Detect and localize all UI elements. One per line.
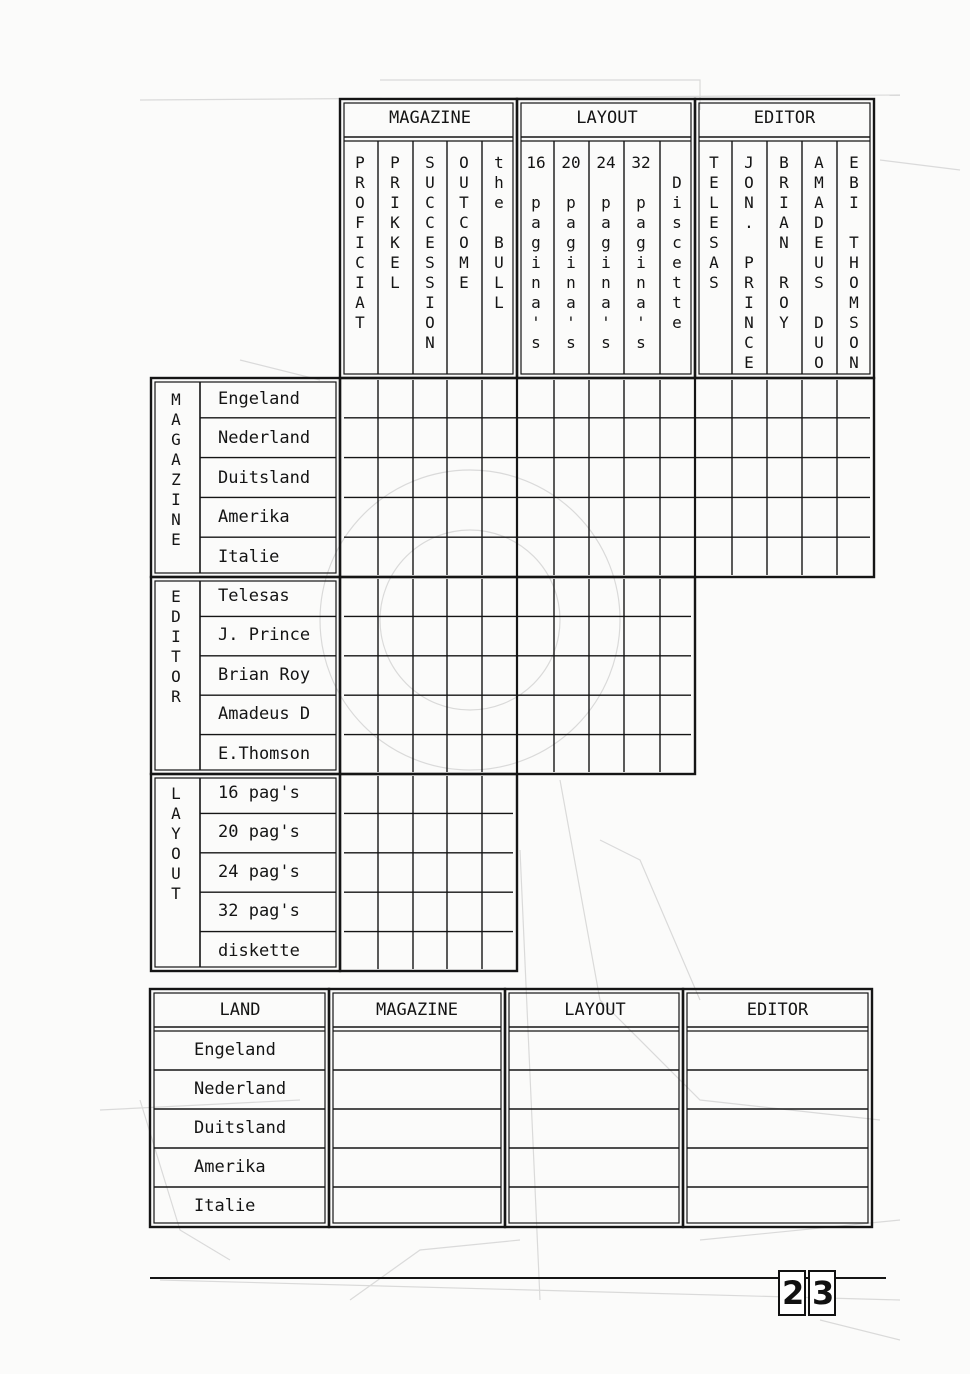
column-header-magazine-5: t h e B U L L [494, 153, 504, 312]
col-group-magazine: MAGAZINE [389, 108, 471, 128]
column-header-editor-3: B R I A N R O Y [779, 153, 789, 332]
row-label-editor-5: E.Thomson [218, 743, 311, 764]
answer-row-italie: Italie [194, 1196, 256, 1216]
row-label-layout-4: 32 pag's [218, 901, 300, 922]
column-header-magazine-2: P R I K K E L [390, 153, 400, 292]
answer-header-magazine: MAGAZINE [376, 1000, 458, 1020]
column-header-editor-2: J O N . P R I N C E [744, 153, 754, 372]
row-label-layout-1: 16 pag's [218, 783, 300, 803]
column-header-editor-1: T E L E S A S [709, 153, 719, 292]
row-label-editor-4: Amadeus D [218, 704, 311, 725]
answer-header-land: LAND [219, 1000, 261, 1020]
answer-header-editor: EDITOR [746, 1000, 809, 1020]
col-group-layout: LAYOUT [576, 108, 638, 128]
footer-rule [150, 1277, 886, 1279]
row-label-magazine-1: Engeland [218, 389, 300, 409]
grid-block-border [340, 774, 517, 971]
grid-block-border [329, 989, 505, 1227]
row-label-layout-2: 20 pag's [218, 822, 300, 843]
column-header-magazine-4: O U T C O M E [459, 153, 469, 292]
column-header-magazine-3: S U C C E S S I O N [425, 153, 435, 352]
column-header-layout-4: 32 p a g i n a ' s [631, 153, 651, 352]
page-number-digit-2: 3 [808, 1270, 836, 1316]
row-label-magazine-3: Duitsland [218, 467, 311, 488]
row-label-layout-5: diskette [218, 940, 300, 961]
answer-row-amerika: Amerika [194, 1157, 266, 1177]
row-label-magazine-5: Italie [218, 546, 280, 567]
column-header-layout-3: 24 p a g i n a ' s [596, 153, 616, 352]
row-label-editor-2: J. Prince [218, 625, 311, 646]
answer-row-duitsland: Duitsland [194, 1118, 287, 1138]
answer-row-nederland: Nederland [194, 1079, 287, 1099]
row-group-editor: E D I T O R [171, 587, 181, 706]
column-header-layout-1: 16 p a g i n a ' s [526, 153, 546, 352]
column-header-editor-4: A M A D E U S D U O [814, 153, 824, 372]
row-label-layout-3: 24 pag's [218, 861, 300, 882]
answer-header-layout: LAYOUT [564, 1000, 626, 1020]
answer-row-engeland: Engeland [194, 1040, 276, 1060]
column-header-layout-2: 20 p a g i n a ' s [561, 153, 581, 352]
grid-block-border [505, 989, 683, 1227]
col-group-editor: EDITOR [753, 108, 816, 128]
row-label-magazine-2: Nederland [218, 428, 311, 449]
column-header-layout-5: D i s c e t t e [672, 173, 682, 332]
grid-block-border [150, 989, 329, 1227]
row-label-editor-1: Telesas [218, 586, 290, 606]
grid-block-border [340, 378, 874, 577]
column-header-magazine-1: P R O F I C I A T [355, 153, 365, 332]
row-group-magazine: M A G A Z I N E [171, 390, 181, 549]
grid-block-border [683, 989, 872, 1227]
page-number-digit-1: 2 [778, 1270, 806, 1316]
row-group-layout: L A Y O U T [171, 784, 181, 903]
column-header-editor-5: E B I T H O M S O N [849, 153, 859, 372]
row-label-magazine-4: Amerika [218, 507, 290, 528]
row-label-editor-3: Brian Roy [218, 664, 311, 685]
